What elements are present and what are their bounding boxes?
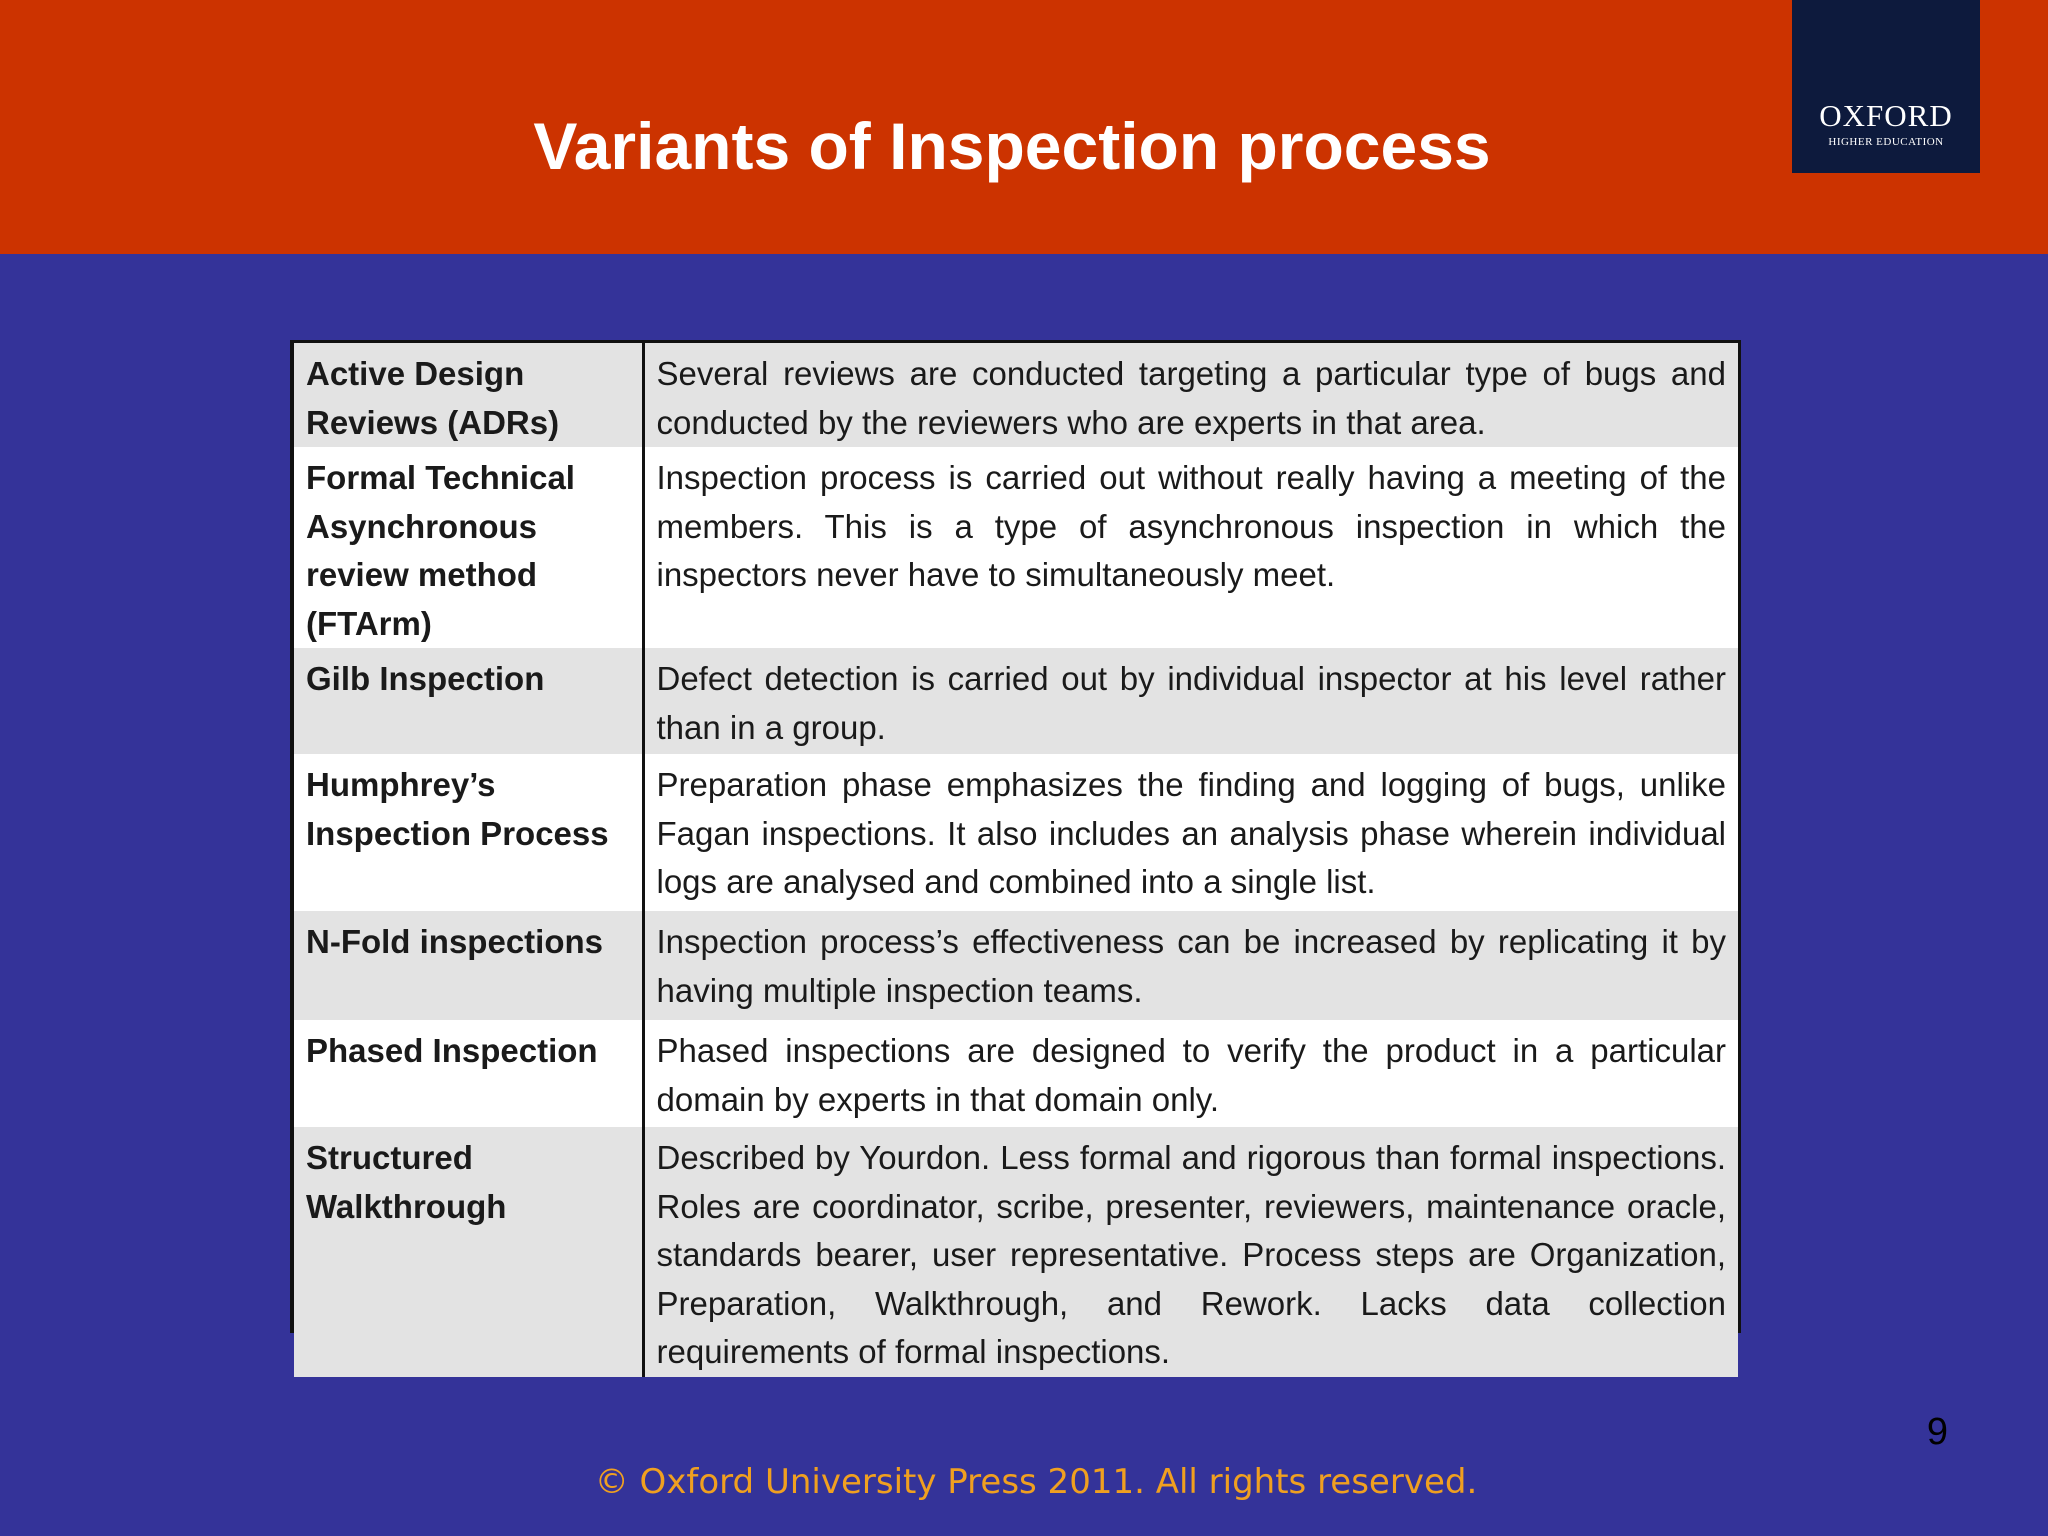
slide-header: [0, 0, 2048, 254]
page-title: Variants of Inspection process: [533, 109, 1491, 183]
table: [294, 343, 1738, 1377]
table-row: [294, 1020, 1738, 1127]
table-row: [294, 447, 1738, 648]
description-cell: Inspection process is carried out without really having a meeting of the members. This is a type of asynchronous inspection in which the inspectors never have to simultaneously meet.: [643, 447, 1738, 648]
slide-number: 9: [1926, 1411, 1948, 1453]
description-cell: Inspection process’s effectiveness can be increased by replicating it by having multiple inspection teams.: [643, 911, 1738, 1020]
inspection-variants-table: [290, 340, 1741, 1370]
term-cell: Humphrey’s Inspection Process: [294, 754, 643, 911]
term-cell: Gilb Inspection: [294, 648, 643, 754]
description-cell: Several reviews are conducted targeting a particular type of bugs and conducted by the reviewers who are experts in that area.: [643, 343, 1738, 447]
description-cell: Preparation phase emphasizes the finding and logging of bugs, unlike Fagan inspections. It also includes an analysis phase wherein individual logs are analysed and combined into a single list.: [643, 754, 1738, 911]
copyright-notice: © Oxford University Press 2011. All rights reserved.: [594, 1462, 1478, 1502]
term-cell: Formal Technical Asynchronous review method (FTArm): [294, 447, 643, 648]
description-cell: Described by Yourdon. Less formal and rigorous than formal inspections. Roles are coordinator, scribe, presenter, reviewers, maintenance oracle, standards bearer, user representative. Process steps are Organization, Preparation, Walkthrough, and Rework. Lacks data collection requirements of formal inspections.: [643, 1127, 1738, 1377]
description-cell: Phased inspections are designed to verify the product in a particular domain by experts in that domain only.: [643, 1020, 1738, 1127]
term-cell: Phased Inspection: [294, 1020, 643, 1127]
oxford-logo: [1792, 0, 1980, 173]
table-row: [294, 343, 1738, 447]
term-cell: Structured Walkthrough: [294, 1127, 643, 1377]
table-row: [294, 1127, 1738, 1377]
description-cell: Defect detection is carried out by individual inspector at his level rather than in a group.: [643, 648, 1738, 754]
term-cell: Active Design Reviews (ADRs): [294, 343, 643, 447]
logo-text: OXFORD: [1819, 98, 1953, 133]
table-row: [294, 911, 1738, 1020]
term-cell: N-Fold inspections: [294, 911, 643, 1020]
table-row: [294, 754, 1738, 911]
table-row: [294, 648, 1738, 754]
logo-subtext: HIGHER EDUCATION: [1828, 136, 1944, 148]
